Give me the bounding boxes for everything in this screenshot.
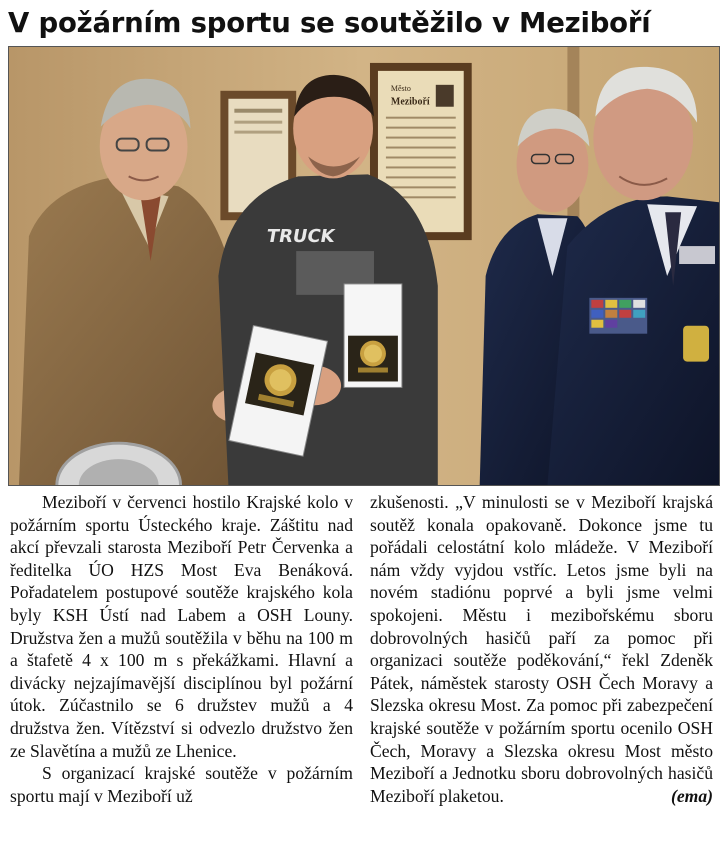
shoulder-patch-icon [683, 326, 709, 362]
article-headline: V požárním sportu se soutěžilo v Meziboří [8, 7, 651, 39]
article-paragraph-1: Meziboří v červenci hostilo Krajské kolo v požárním sportu Ústeckého kraje. Záštitu nad akcí převzali starosta Meziboří Petr Červenka a ředitelka ÚO HZS Most Eva Benáková. Pořadatelem postupové soutěže krajského kola byly KSH Ústí nad Labem a OSH Louny. Družstva žen a mužů soutěžila v běhu na 100 m a štafetě 4 x 100 m s překážkami. Hlavní a divácky nejzajímavější disciplínou byl požární útok. Zúčastnilo se 6 družstev mužů a 4 družstva žen. Vítězství si odvezlo družstvo žen ze Slavětína a mužů ze Lhenice. [10, 492, 353, 761]
wall-sign-line1: Město [390, 83, 411, 93]
plaque-box-right [344, 284, 402, 388]
wall-sign-emblem-icon [436, 85, 454, 107]
photo-illustration [9, 47, 719, 485]
article-photo [8, 46, 720, 486]
tshirt-text: TRUCK [264, 226, 337, 248]
wall-sign-line2: Meziboří [390, 96, 430, 108]
article-paragraph-2: S organizací krajské soutěže v požárním sportu mají v Meziboří už [10, 763, 353, 806]
article-column-right [370, 491, 713, 859]
epaulette-icon [679, 246, 715, 264]
article-paragraph-3 [370, 491, 713, 807]
author-signature: (ema) [670, 785, 713, 806]
article-column-left [10, 491, 353, 859]
article-paragraph-3-text: zkušenosti. „V minulosti se v Meziboří krajská soutěž konala opakovaně. Dokonce jsme tu pořádali celostátní kolo mládeže. V Meziboří nám vždy vyjdou vstříc. Letos jsme byli na novém stadiónu poprvé a byli jsme velmi spokojeni. Městu i mezibořskému sboru dobrovolných hasičů paří za pomoc při organizaci soutěže poděkování,“ řekl Zdeněk Pátek, náměstek starosty OSH Čech Moravy a Slezska okresu Most. Za pomoc při zabezpečení krajské soutěže v požárním sportu ocenilo OSH Čech, Moravy a Slezska okresu Most město Meziboří a Jednotku sboru dobrovolných hasičů Meziboří plaketou. [370, 492, 713, 806]
